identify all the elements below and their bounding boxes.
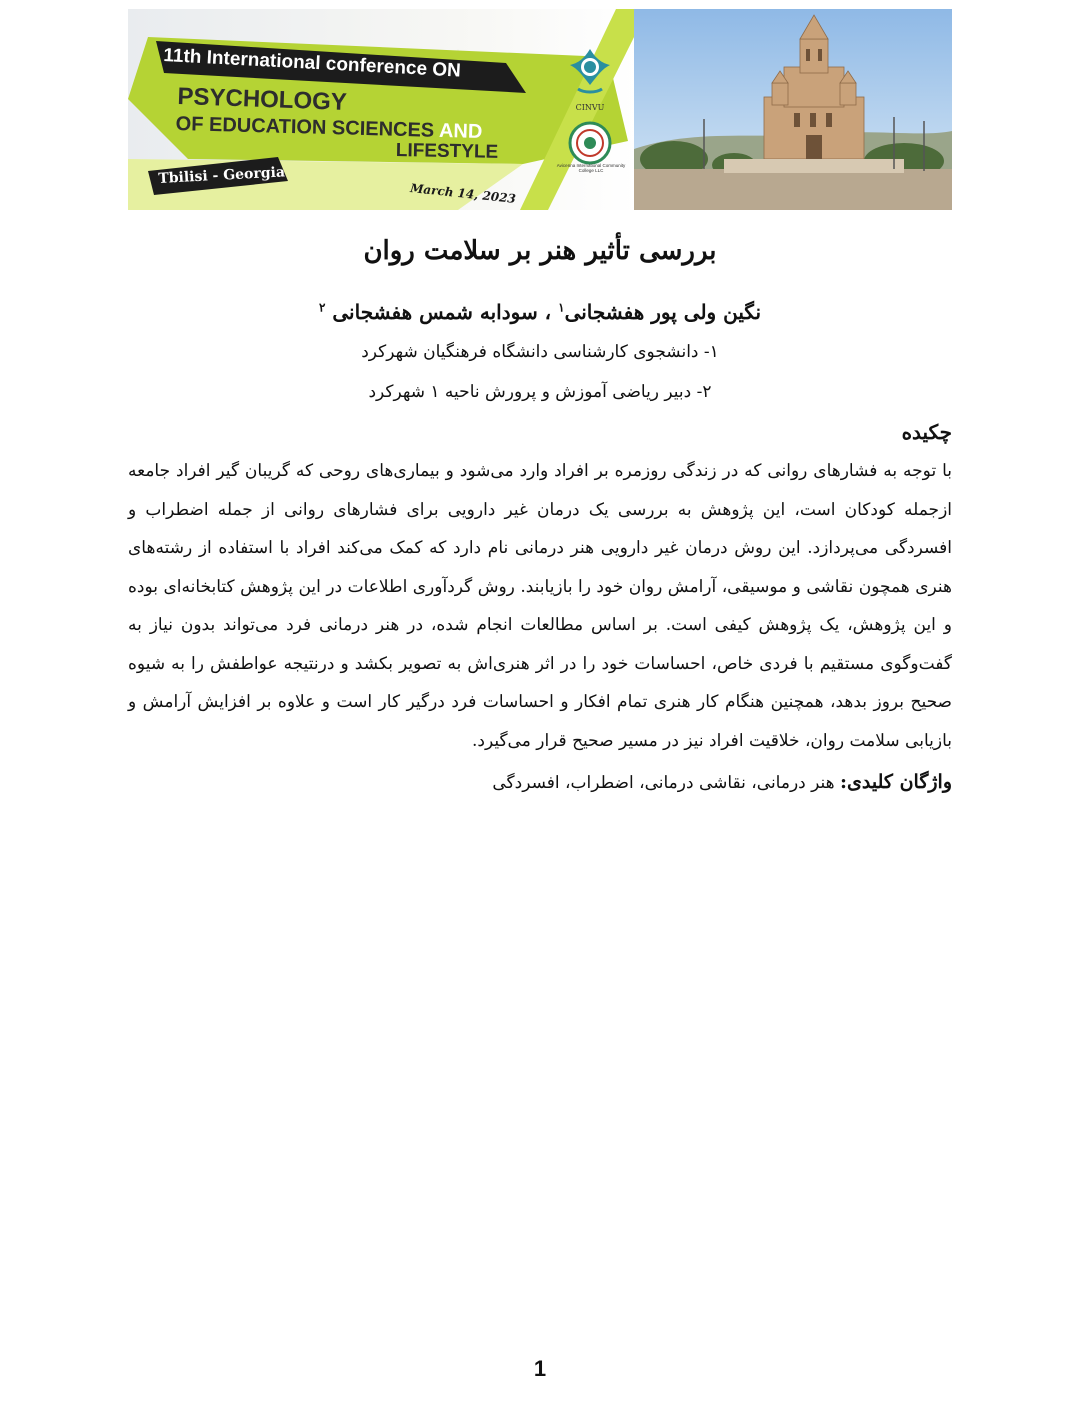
keywords bbox=[128, 771, 952, 793]
affiliation-2: ۲- دبیر ریاضی آموزش و پرورش ناحیه ۱ شهرکرد bbox=[368, 382, 712, 402]
banner-education-text: OF EDUCATION SCIENCES bbox=[175, 113, 435, 142]
conference-banner bbox=[128, 9, 952, 210]
author-2-mark: ۲ bbox=[318, 300, 326, 315]
page-number: 1 bbox=[533, 1356, 547, 1381]
banner-and: AND bbox=[438, 119, 483, 144]
cinvu-logo bbox=[566, 45, 614, 105]
banner-edition: 11th International conference ON bbox=[162, 45, 462, 82]
cathedral-photo bbox=[634, 9, 952, 210]
keywords-label: واژگان کلیدی: bbox=[840, 771, 952, 793]
banner-psychology: PSYCHOLOGY bbox=[177, 83, 348, 116]
author-1-mark: ۱ bbox=[558, 300, 565, 315]
author-list bbox=[128, 300, 952, 324]
cinvu-caption: CINVU bbox=[575, 103, 605, 112]
abstract-heading: چکیده bbox=[901, 420, 952, 444]
avicenna-caption: Avicenna International Community College LLC bbox=[556, 163, 626, 173]
author-2: سودابه شمس هفشجانی bbox=[332, 300, 538, 324]
avicenna-logo bbox=[568, 121, 612, 165]
paper-title: بررسی تأثیر هنر بر سلامت روان bbox=[363, 236, 717, 266]
banner-city: Tbilisi - Georgia bbox=[158, 164, 286, 187]
author-separator: ، bbox=[537, 300, 559, 324]
abstract-body: با توجه به فشارهای روانی که در زندگی روزمره بر افراد وارد می‌شود و بیماری‌های روحی که گریبان گیر افراد جامعه ازجمله کودکان است، این پژوهش به بررسی یک درمان غیر دارویی برای فشارهای روانی از جمله اضطراب و افسردگی می‌پردازد. این روش درمان غیر دارویی هنر درمانی نام دارد که کمک می‌کند افراد با استفاده از رشته‌های هنری همچون نقاشی و موسیقی، آرامش روان خود را بازیابند. روش گردآوری اطلاعات در این پژوهش کتابخانه‌ای بوده و این پژوهش، یک پژوهش کیفی است. بر اساس مطالعات انجام شده، در هنر درمانی فرد می‌تواند بدون نیاز به گفت‌وگوی مستقیم با فردی خاص، احساسات خود را در اثر هنری‌اش به تصویر بکشد و درنتیجه عواطفش را به شیوه صحیح بروز بدهد، همچنین هنگام کار هنری تمام افکار و احساسات فرد درگیر کار است و علاوه بر افزایش آرامش و بازیابی سلامت روان، خلاقیت افراد نیز در مسیر صحیح قرار می‌گیرد. bbox=[128, 461, 952, 751]
banner-date: March 14, 2023 bbox=[409, 181, 517, 207]
author-1: نگین ولی پور هفشجانی bbox=[564, 300, 762, 324]
affiliation-1: ۱- دانشجوی کارشناسی دانشگاه فرهنگیان شهرکرد bbox=[361, 342, 719, 362]
keywords-list: هنر درمانی، نقاشی درمانی، اضطراب، افسردگی bbox=[492, 773, 835, 793]
banner-lifestyle: LIFESTYLE bbox=[395, 140, 499, 163]
